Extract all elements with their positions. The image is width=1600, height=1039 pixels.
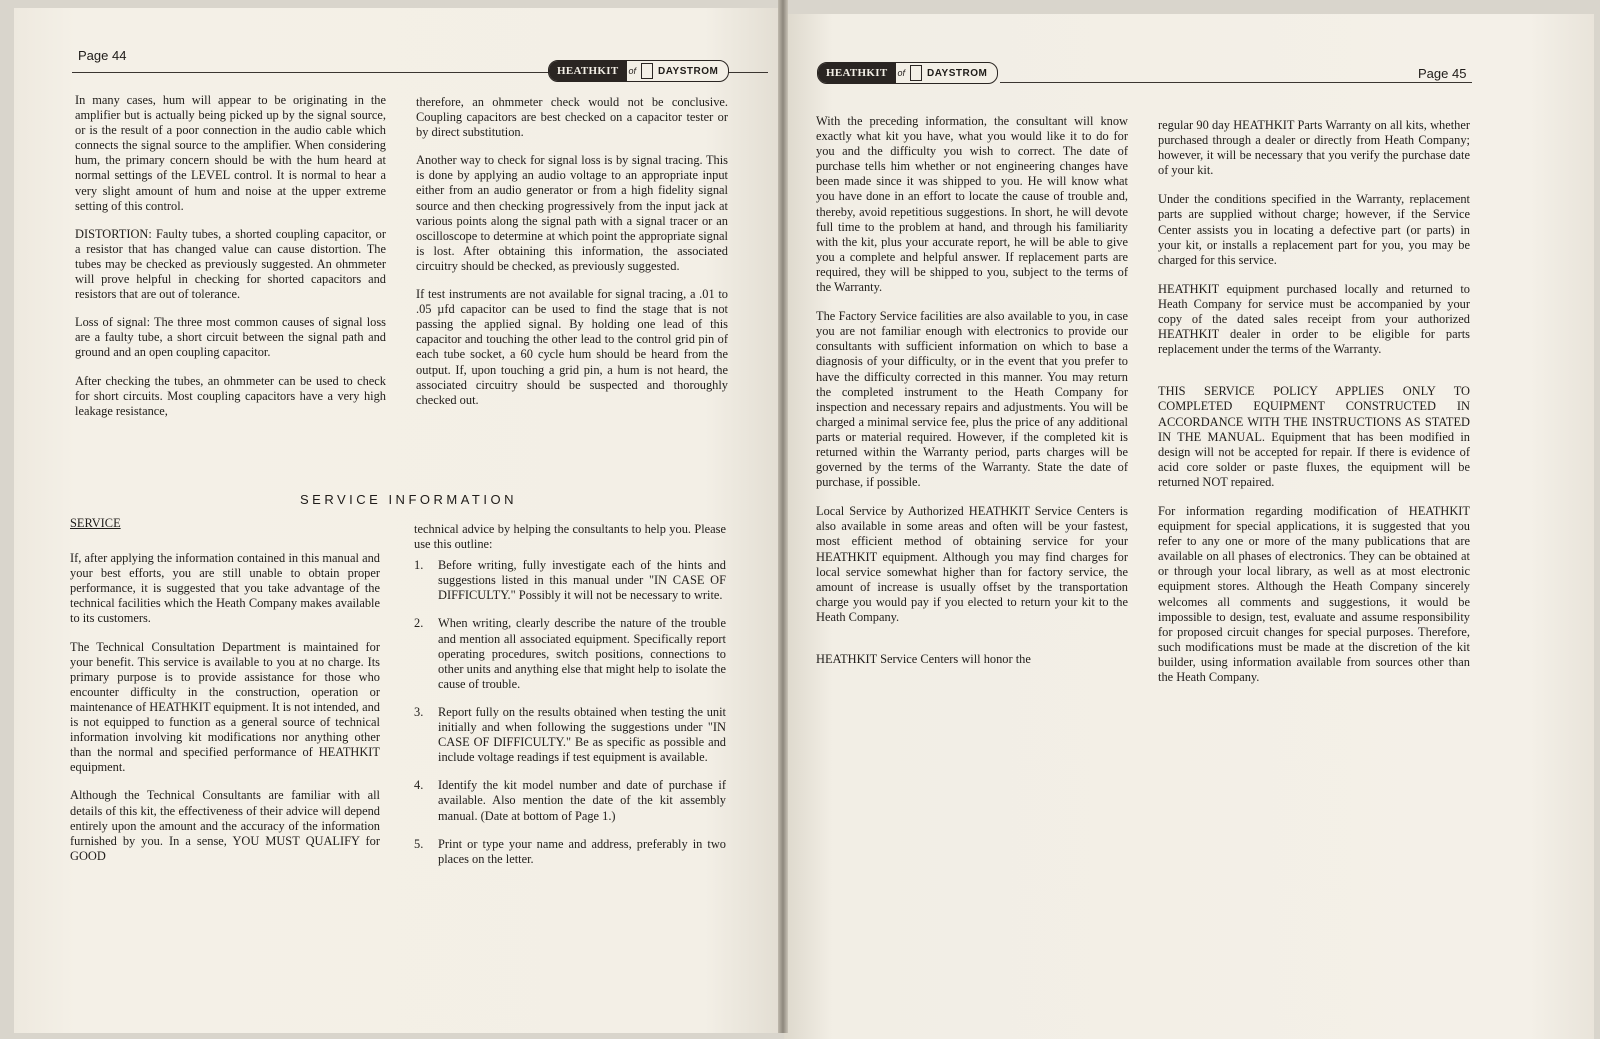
outline-list (414, 558, 726, 867)
service-heading: SERVICE (70, 516, 121, 530)
right-column-1 (816, 114, 1128, 680)
header-rule-left (72, 72, 550, 73)
paragraph: Local Service by Authorized HEATHKIT Service Centers is also available in some areas and often will be your fastest, most efficient method of obtaining service for your HEATHKIT equipment. Although you may find charges for local service somewhat higher than for factory service, the amount of increase is usually offset by the transportation charge you would pay if you elected to return your kit to the Heath Company. (816, 504, 1128, 624)
step-number: 2. (414, 616, 424, 631)
list-item (414, 558, 726, 603)
paragraph: With the preceding information, the consultant will know exactly what kit you have, what you would like it to do for you and the difficulty you wish to correct. The date of purchase tells him whether or not engineering changes have been made since it was shipped to you. He will know what you have done in an effort to locate the cause of trouble and, thereby, avoid repetitious suggestions. In short, he will devote full time to the problem at hand, and through his familiarity with the kit, plus your accurate report, he will be able to give you a complete and helpful answer. If replacement parts are required, they will be shipped to you, subject to the terms of the Warranty. (816, 114, 1128, 295)
paragraph: HEATHKIT Service Centers will honor the (816, 652, 1031, 666)
step-text: Report fully on the results obtained when testing the unit initially and when following the suggestions under "IN CASE OF DIFFICULTY." Be as specific as possible and include voltage readings if test equipment is available. (438, 704, 726, 765)
paragraph: Another way to check for signal loss is by signal tracing. This is done by applying an audio voltage to an appropriate input either from an audio generator or from a high fidelity signal source and then checking progressively from the input jack at various points along the signal path with a signal tracer or an oscilloscope to determine at which point the appropriate signal is lost. After obtaining this information, the associated circuitry should be checked, as previously suggested. (416, 153, 728, 273)
paragraph: For information regarding modification of HEATHKIT equipment for special applications, it is suggested that you refer to any one or more of the many publications that are available on all phases of electronics. They can be obtained at or through your local library, as well as at most electronic equipment stores. Although the Heath Company sincerely welcomes all comments and suggestions, it would be impossible to design, test, evaluate and assume responsibility for proposed circuit changes for special purposes. Therefore, such modifications must be made at the discretion of the kit builder, using information available from sources other than the Heath Company. (1158, 503, 1470, 684)
left-column-2 (416, 95, 728, 421)
paragraph: therefore, an ohmmeter check would not be conclusive. Coupling capacitors are best checked on a capacitor tester or by direct substitution. (416, 95, 728, 140)
page-number-right: Page 45 (1418, 66, 1467, 81)
logo-connector: of (897, 68, 906, 78)
section-title: SERVICE INFORMATION (300, 492, 517, 507)
paragraph: Under the conditions specified in the Warranty, replacement parts are supplied without charge; however, if the Service Center assists you in locating a defective part (or parts) in your kit, or installs a replacement part for you, you may be charged for this service. (1158, 192, 1470, 267)
heathkit-daystrom-logo-left (548, 60, 729, 82)
page-number-left: Page 44 (78, 48, 127, 63)
list-item (414, 837, 726, 867)
logo-connector: of (628, 66, 637, 76)
paragraph: The Technical Consultation Department is maintained for your benefit. This service is available to you at no charge. Its primary purpose is to provide assistance for those who encounter difficulty in the construction, operation or maintenance of HEATHKIT equipment. It is not intended, and is not equipped to function as a general source of technical information involving kit modifications nor anything other than the normal and specified performance of HEATHKIT equipment. (70, 639, 380, 775)
right-column-2 (1158, 118, 1470, 698)
step-number: 4. (414, 778, 424, 793)
left-column-3 (70, 516, 380, 877)
paragraph: Loss of signal: The three most common causes of signal loss are a faulty tube, a short circuit between the signal path and ground and an open coupling capacitor. (75, 315, 386, 360)
paragraph: If, after applying the information contained in this manual and your best efforts, you are still unable to obtain proper performance, it is suggested that you take advantage of the technical facilities which the Heath Company makes available to its customers. (70, 551, 380, 626)
list-item (414, 778, 726, 823)
step-text: When writing, clearly describe the nature of the trouble and mention all associated equipment. Specifically report operating procedures, switch positions, connections to other units and anything else that might help to isolate the cause of trouble. (438, 616, 726, 691)
list-item (414, 616, 726, 691)
daystrom-mark-icon (910, 65, 922, 81)
paragraph: After checking the tubes, an ohmmeter can be used to check for short circuits. Most coupling capacitors have a very high leakage resistance, (75, 373, 386, 418)
logo-company: DAYSTROM (927, 67, 988, 79)
paragraph: regular 90 day HEATHKIT Parts Warranty on all kits, whether purchased through a dealer or directly from Heath Company; however, it will be necessary that you verify the purchase date of your kit. (1158, 118, 1470, 178)
step-number: 1. (414, 558, 424, 573)
left-column-1 (75, 93, 386, 432)
logo-brand: HEATHKIT (549, 61, 627, 81)
step-number: 3. (414, 704, 424, 719)
paragraph: In many cases, hum will appear to be originating in the amplifier but is actually being picked up by the signal source, or is the result of a poor connection in the audio cable which connects the signal source to the amplifier. When considering hum, the primary concern should be with the hum heard at normal settings of the LEVEL control. It is normal to hear a very slight amount of hum and noise at the upper extreme setting of this control. (75, 93, 386, 213)
paragraph: If test instruments are not available for signal tracing, a .01 to .05 µfd capacitor can be used to find the stage that is not passing the applied signal. By holding one lead of this capacitor and touching the other lead to the control grid pin of each tube socket, a 60 cycle hum should be heard from the output. If, upon touching a grid pin, a hum is not heard, the associated circuitry should be suspected and thoroughly checked out. (416, 287, 728, 407)
header-rule-right (1000, 82, 1472, 83)
logo-brand: HEATHKIT (818, 63, 896, 83)
paragraph: HEATHKIT equipment purchased locally and returned to Heath Company for service must be accompanied by your copy of the dated sales receipt from your authorized HEATHKIT dealer in order to be eligible for parts replacement under the terms of the Warranty. (1158, 281, 1470, 357)
paragraph: THIS SERVICE POLICY APPLIES ONLY TO COMPLETED EQUIPMENT CONSTRUCTED IN ACCORDANCE WITH THE INSTRUCTIONS AS STATED IN THE MANUAL. Equipment that has been modified in design will not be accepted for repair. If there is evidence of acid core solder or paste fluxes, the equipment will be returned NOT repaired. (1158, 384, 1470, 489)
step-number: 5. (414, 836, 424, 851)
heathkit-daystrom-logo-right (817, 62, 998, 84)
paragraph: Although the Technical Consultants are familiar with all details of this kit, the effectiveness of their advice will depend entirely upon the amount and the accuracy of the information furnished by you. In a sense, YOU MUST QUALIFY for GOOD (70, 788, 380, 863)
step-text: Before writing, fully investigate each of the hints and suggestions listed in this manual under "IN CASE OF DIFFICULTY." Possibly it will not be necessary to write. (438, 558, 726, 603)
outline-intro: technical advice by helping the consultants to help you. Please use this outline: (414, 522, 726, 552)
step-text: Print or type your name and address, preferably in two places on the letter. (438, 836, 726, 866)
daystrom-mark-icon (641, 63, 653, 79)
paragraph: The Factory Service facilities are also available to you, in case you are not familiar enough with electronics to provide our consultants with sufficient information on which to base a diagnosis of your difficulty, or in the event that you prefer to have the difficulty corrected in this manner. You may return the completed instrument to the Heath Company for inspection and necessary repairs and adjustments. You will be charged a minimal service fee, plus the price of any additional parts or material required. However, if the completed kit is returned within the Warranty period, parts charges will be governed by the terms of the Warranty. State the date of purchase, if possible. (816, 309, 1128, 490)
step-text: Identify the kit model number and date of purchase if available. Also mention the date of the kit assembly manual. (Date at bottom of Page 1.) (438, 778, 726, 823)
left-column-4 (414, 522, 726, 880)
book-gutter (778, 0, 788, 1033)
logo-company: DAYSTROM (658, 65, 719, 77)
paragraph: DISTORTION: Faulty tubes, a shorted coupling capacitor, or a resistor that has changed value can cause distortion. The tubes may be checked as previously suggested. An ohmmeter will prove helpful in checking for shorted capacitors and resistors that are out of tolerance. (75, 226, 386, 302)
header-rule-left-end (728, 72, 768, 73)
list-item (414, 705, 726, 765)
